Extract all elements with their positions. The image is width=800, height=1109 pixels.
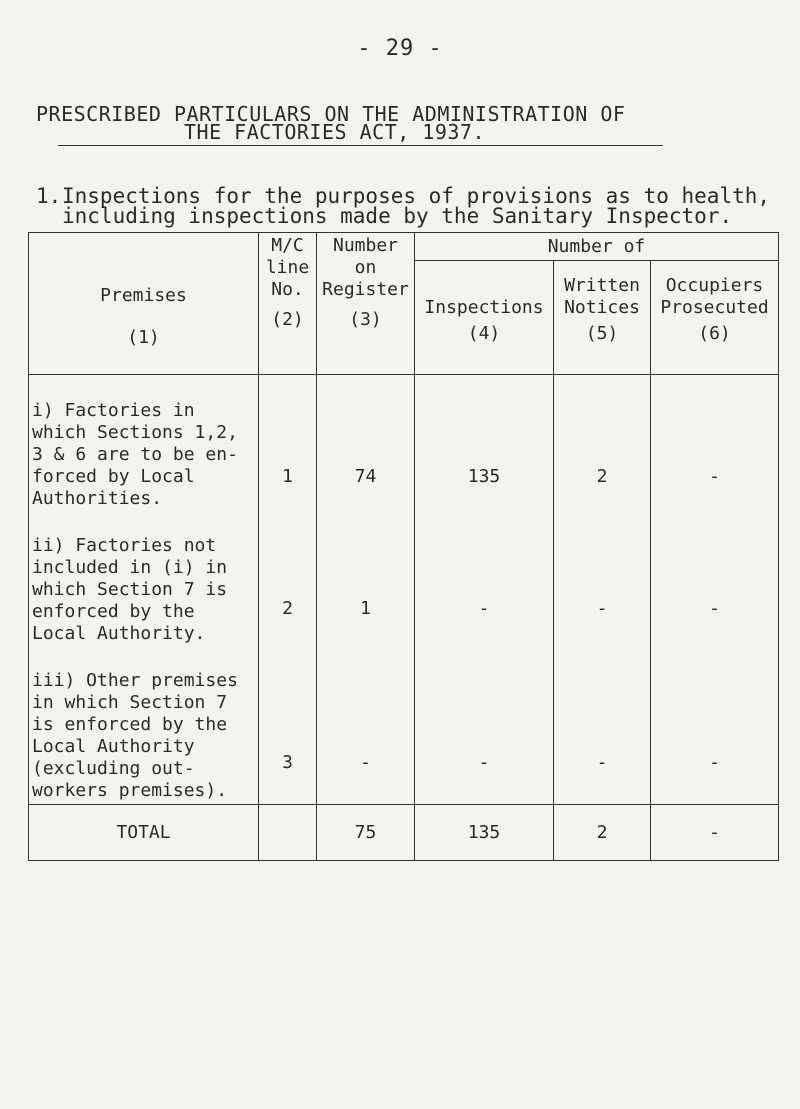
heading-line-1: PRESCRIBED PARTICULARS ON THE ADMINISTRATION OF — [36, 102, 626, 126]
inspections-row-2: - — [478, 598, 490, 619]
header-register — [317, 233, 415, 375]
header-prosecuted-number: (6) — [698, 323, 731, 344]
header-premises — [29, 233, 259, 375]
inspections-row-3: - — [478, 752, 490, 773]
inspections-table — [28, 232, 779, 861]
prosecuted-row-3: - — [709, 752, 720, 773]
register-row-2: 1 — [360, 598, 371, 619]
header-premises-number: (1) — [127, 327, 160, 348]
header-prosecuted-label: Occupiers Prosecuted — [660, 275, 769, 318]
section-text: Inspections for the purposes of provisions as to health, including inspections made by the Sanitary Inspector. — [62, 184, 771, 228]
total-row — [29, 805, 779, 861]
page-number: - 29 - — [357, 36, 443, 61]
heading-line-2: THE FACTORIES ACT, 1937. — [184, 120, 485, 144]
register-row-1: 74 — [354, 466, 377, 487]
prosecuted-column — [651, 375, 779, 805]
premises-row-2: ii) Factories not included in (i) in which Section 7 is enforced by the Local Authority. — [32, 535, 228, 644]
premises-row-1: i) Factories in which Sections 1,2, 3 & 6 are to be en- forced by Local Authorities. — [32, 400, 238, 509]
prosecuted-row-1: - — [709, 466, 720, 487]
register-row-3: - — [360, 752, 371, 773]
premises-row-3: iii) Other premises in which Section 7 is enforced by the Local Authority (excluding out- workers premises). — [32, 670, 238, 801]
total-label: TOTAL — [29, 805, 259, 861]
header-notices — [554, 261, 651, 375]
total-notices: 2 — [554, 805, 651, 861]
header-notices-number: (5) — [585, 323, 619, 344]
header-notices-label: Written Notices — [564, 275, 640, 318]
notices-row-2: - — [596, 598, 608, 619]
notices-column — [554, 375, 651, 805]
header-number-of: Number of — [415, 233, 779, 261]
heading-underline — [58, 145, 663, 146]
header-inspections-number: (4) — [467, 323, 501, 344]
total-prosecuted: - — [651, 805, 779, 861]
header-mc-line-label: M/C line No. — [265, 235, 310, 300]
header-inspections-label: Inspections — [424, 297, 544, 318]
mc-line-row-2: 2 — [282, 598, 293, 619]
notices-row-3: - — [596, 752, 608, 773]
notices-row-1: 2 — [596, 466, 608, 487]
header-mc-line — [259, 233, 317, 375]
header-register-label: Number on Register — [322, 235, 409, 300]
prosecuted-row-2: - — [709, 598, 720, 619]
mc-line-column — [259, 375, 317, 805]
document-heading — [36, 102, 626, 144]
header-mc-line-number: (2) — [271, 309, 304, 330]
header-register-number: (3) — [349, 309, 382, 330]
header-premises-label: Premises — [100, 285, 187, 306]
total-register: 75 — [317, 805, 415, 861]
mc-line-row-1: 1 — [282, 466, 293, 487]
table-body-row — [29, 375, 779, 805]
total-mc-line — [259, 805, 317, 861]
section-item — [36, 186, 796, 226]
premises-column — [29, 375, 259, 805]
mc-line-row-3: 3 — [282, 752, 293, 773]
header-inspections — [415, 261, 554, 375]
total-inspections: 135 — [415, 805, 554, 861]
section-number: 1. — [36, 184, 62, 208]
header-prosecuted — [651, 261, 779, 375]
inspections-column — [415, 375, 554, 805]
inspections-row-1: 135 — [467, 466, 501, 487]
register-column — [317, 375, 415, 805]
